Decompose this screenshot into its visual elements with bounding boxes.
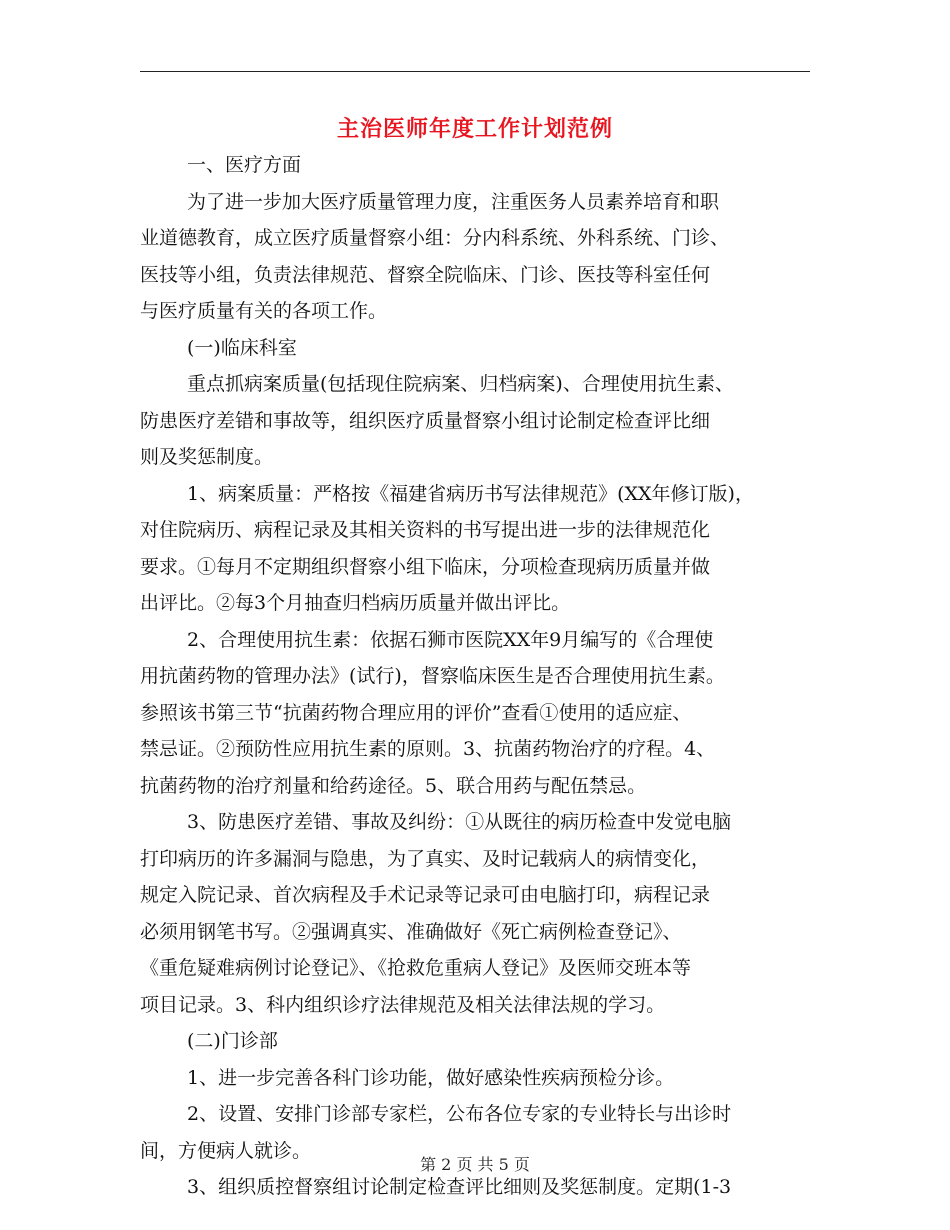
paragraph-line: 则及奖惩制度。 bbox=[140, 446, 274, 468]
paragraph-line: 防患医疗差错和事故等，组织医疗质量督察小组讨论制定检查评比细 bbox=[140, 409, 711, 432]
paragraph-line: 医技等小组，负责法律规范、督察全院临床、门诊、医技等科室任何 bbox=[140, 263, 711, 286]
document-body bbox=[140, 147, 810, 1206]
paragraph-line: 1、进一步完善各科门诊功能，做好感染性疾病预检分诊。 bbox=[187, 1066, 675, 1089]
paragraph-line: 与医疗质量有关的各项工作。 bbox=[140, 300, 388, 322]
paragraph-line: 用抗菌药物的管理办法》(试行)，督察临床医生是否合理使用抗生素。 bbox=[140, 665, 725, 687]
paragraph-line: 参照该书第三节“抗菌药物合理应用的评价”查看①使用的适应症、 bbox=[140, 701, 692, 724]
paragraph-line: 3、防患医疗差错、事故及纠纷：①从既往的病历检查中发觉电脑 bbox=[187, 811, 732, 833]
document-title: 主治医师年度工作计划范例 bbox=[336, 116, 613, 142]
paragraph-line: 《重危疑难病例讨论登记》、《抢救危重病人登记》及医师交班本等 bbox=[140, 957, 692, 979]
paragraph-line: 2、设置、安排门诊部专家栏，公布各位专家的专业特长与出诊时 bbox=[187, 1103, 732, 1125]
paragraph-line: 打印病历的许多漏洞与隐患，为了真实、及时记载病人的病情变化， bbox=[140, 847, 711, 870]
paragraph-line: 间，方便病人就诊。 bbox=[140, 1139, 312, 1162]
paragraph-line: 业道德教育，成立医疗质量督察小组：分内科系统、外科系统、门诊、 bbox=[140, 227, 730, 249]
paragraph-line: 要求。①每月不定期组织督察小组下临床，分项检查现病历质量并做 bbox=[140, 555, 711, 578]
paragraph-line: 1、病案质量：严格按《福建省病历书写法律规范》(XX年修订版)， bbox=[187, 482, 754, 505]
page-footer: 第 2 页 共 5 页 bbox=[420, 1155, 530, 1174]
paragraph-line: 出评比。②每3个月抽查归档病历质量并做出评比。 bbox=[140, 592, 571, 614]
section-heading: 一、医疗方面 bbox=[187, 154, 302, 176]
subsection-heading: (二)门诊部 bbox=[187, 1030, 278, 1052]
paragraph-line: 3、组织质控督察组讨论制定检查评比细则及奖惩制度。定期(1-3 bbox=[187, 1176, 732, 1198]
paragraph-line: 2、合理使用抗生素：依据石狮市医院XX年9月编写的《合理使 bbox=[187, 628, 714, 651]
header-rule bbox=[140, 71, 810, 72]
paragraph-line: 项目记录。3、科内组织诊疗法律规范及相关法律法规的学习。 bbox=[140, 993, 666, 1016]
paragraph-line: 为了进一步加大医疗质量管理力度，注重医务人员素养培育和职 bbox=[187, 190, 720, 213]
paragraph-line: 禁忌证。②预防性应用抗生素的原则。3、抗菌药物治疗的疗程。4、 bbox=[140, 738, 716, 760]
subsection-heading: (一)临床科室 bbox=[187, 336, 297, 359]
paragraph-line: 对住院病历、病程记录及其相关资料的书写提出进一步的法律规范化 bbox=[140, 519, 711, 541]
paragraph-line: 重点抓病案质量(包括现住院病案、归档病案)、合理使用抗生素、 bbox=[187, 373, 734, 395]
paragraph-line: 抗菌药物的治疗剂量和给药途径。5、联合用药与配伍禁忌。 bbox=[140, 774, 647, 797]
paragraph-line: 必须用钢笔书写。②强调真实、准确做好《死亡病例检查登记》、 bbox=[140, 920, 682, 943]
paragraph-line: 规定入院记录、首次病程及手术记录等记录可由电脑打印，病程记录 bbox=[140, 884, 711, 906]
